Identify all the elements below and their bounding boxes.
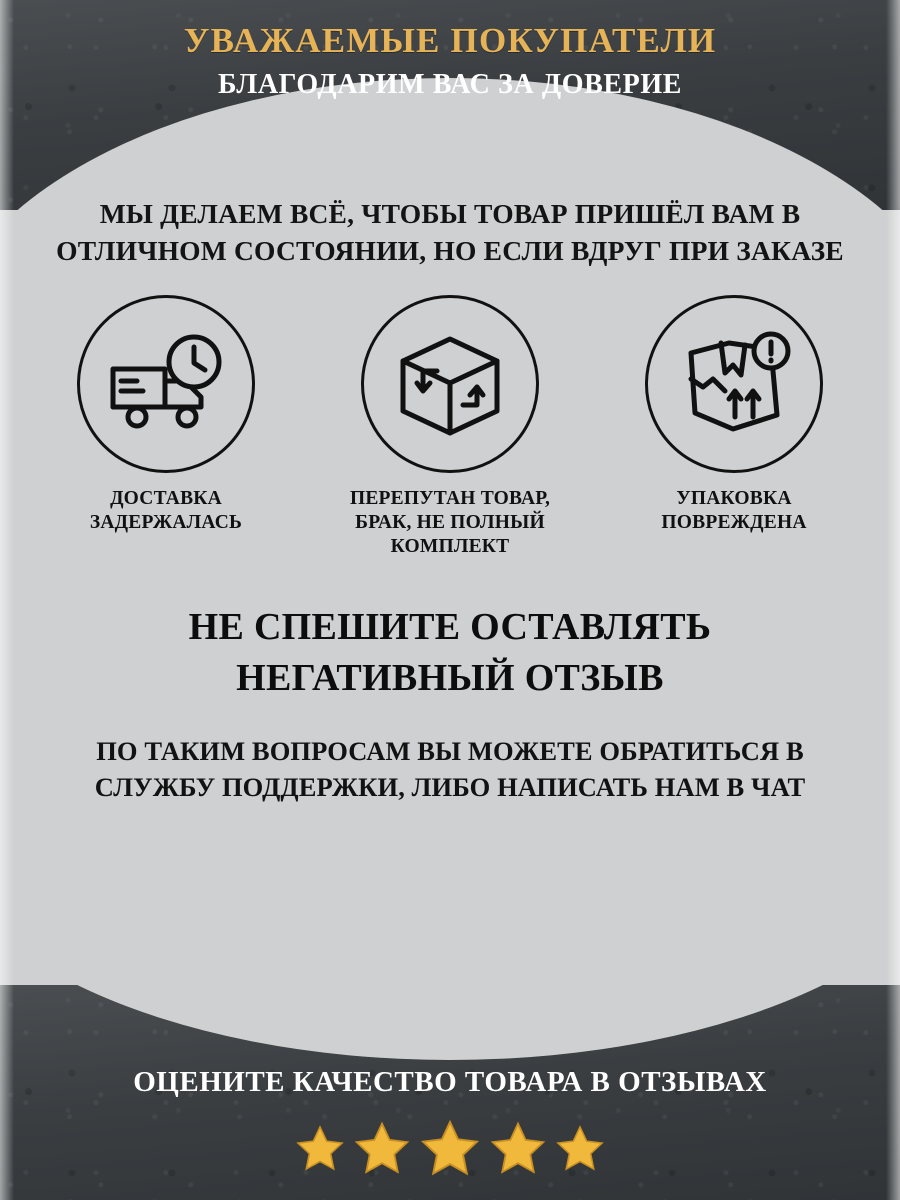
damaged-package-icon <box>645 295 823 473</box>
issue-item-delivery <box>50 295 282 535</box>
bottom-curve-divider <box>0 810 900 1060</box>
star-icon <box>293 1122 347 1176</box>
headline-text: НЕ СПЕШИТЕ ОСТАВЛЯТЬ НЕГАТИВНЫЙ ОТЗЫВ <box>188 605 712 699</box>
header-subtitle: БЛАГОДАРИМ ВАС ЗА ДОВЕРИЕ <box>217 68 683 100</box>
page-title: УВАЖАЕМЫЕ ПОКУПАТЕЛИ <box>183 21 717 60</box>
main-content <box>0 196 900 805</box>
rating-stars <box>0 1116 900 1182</box>
star-icon <box>417 1116 483 1182</box>
issue-item-damaged-package <box>618 295 850 535</box>
issue-caption: УПАКОВКА ПОВРЕЖДЕНА <box>661 488 807 534</box>
issues-row <box>0 295 900 560</box>
issue-caption: ПЕРЕПУТАН ТОВАР, БРАК, НЕ ПОЛНЫЙ КОМПЛЕКТ <box>349 488 551 558</box>
star-icon <box>487 1118 549 1180</box>
delivery-truck-clock-icon <box>77 295 255 473</box>
star-icon <box>351 1118 413 1180</box>
footer-block <box>0 1065 900 1182</box>
issue-caption: ДОСТАВКА ЗАДЕРЖАЛАСЬ <box>89 488 243 534</box>
star-icon <box>553 1122 607 1176</box>
support-text: ПО ТАКИМ ВОПРОСАМ ВЫ МОЖЕТЕ ОБРАТИТЬСЯ В СЛУЖБУ ПОДДЕРЖКИ, ЛИБО НАПИСАТЬ НАМ В ЧАТ <box>94 736 806 802</box>
box-return-arrows-icon <box>361 295 539 473</box>
issue-item-wrong-item <box>334 295 566 560</box>
footer-title: ОЦЕНИТЕ КАЧЕСТВО ТОВАРА В ОТЗЫВАХ <box>133 1065 767 1098</box>
intro-text: МЫ ДЕЛАЕМ ВСЁ, ЧТОБЫ ТОВАР ПРИШЁЛ ВАМ В ОТЛИЧНОМ СОСТОЯНИИ, НО ЕСЛИ ВДРУГ ПРИ ЗАКАЗЕ <box>56 198 844 266</box>
header-block <box>0 22 900 101</box>
